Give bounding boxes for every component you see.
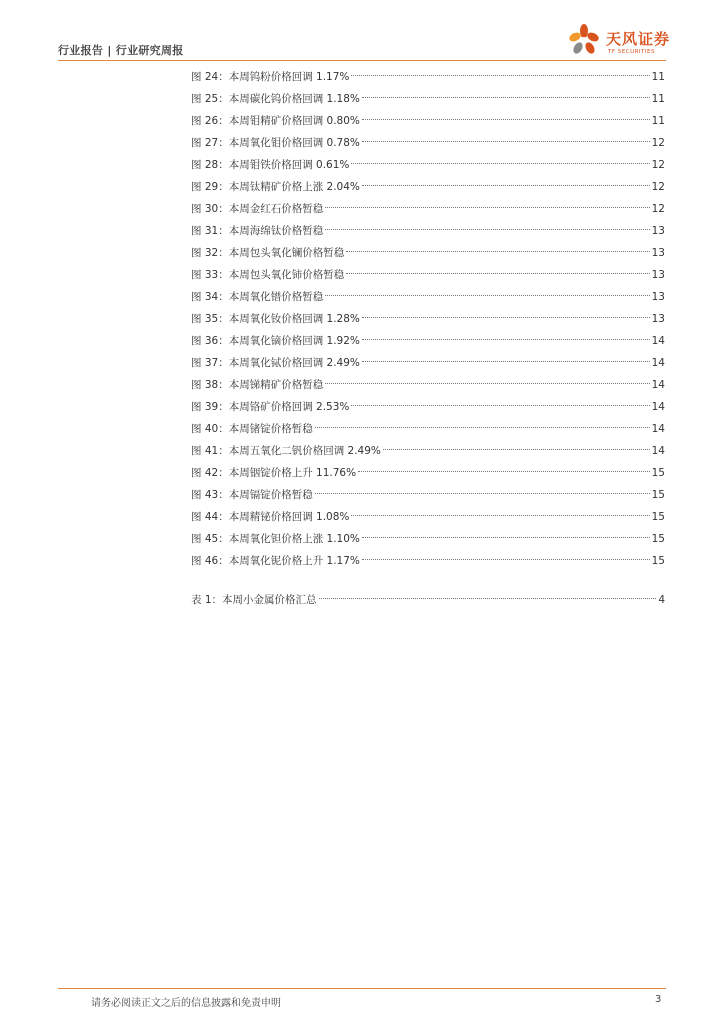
toc-entry-page: 11 [651, 71, 665, 83]
toc-figure-entry[interactable] [191, 154, 665, 176]
toc-dot-leader [319, 598, 657, 599]
toc-figure-entry[interactable] [191, 198, 665, 220]
toc-entry-label: 图 24：本周钨粉价格回调 1.17% [191, 71, 350, 83]
toc-entry-label: 图 41：本周五氧化二钒价格回调 2.49% [191, 445, 381, 457]
toc-entry-label: 图 36：本周氧化镝价格回调 1.92% [191, 335, 360, 347]
toc-entry-page: 15 [651, 555, 665, 567]
toc-entry-page: 13 [651, 225, 665, 237]
toc-entry-label: 图 28：本周钼铁价格回调 0.61% [191, 159, 350, 171]
toc-figure-entry[interactable] [191, 88, 665, 110]
toc-dot-leader [383, 449, 650, 450]
toc-dot-leader [362, 361, 650, 362]
toc-entry-page: 14 [651, 379, 665, 391]
toc-dot-leader [351, 405, 649, 406]
toc-figure-entry[interactable] [191, 528, 665, 550]
toc-entry-label: 表 1：本周小金属价格汇总 [191, 594, 317, 606]
toc-dot-leader [325, 295, 649, 296]
toc-entry-label: 图 29：本周钛精矿价格上涨 2.04% [191, 181, 360, 193]
toc-figure-entry[interactable] [191, 110, 665, 132]
toc-entry-page: 13 [651, 291, 665, 303]
toc-dot-leader [315, 427, 650, 428]
toc-figure-entry[interactable] [191, 264, 665, 286]
toc-entry-page: 14 [651, 401, 665, 413]
toc-entry-label: 图 32：本周包头氧化镧价格暂稳 [191, 247, 345, 259]
toc-dot-leader [362, 537, 650, 538]
toc-entry-label: 图 37：本周氧化铽价格回调 2.49% [191, 357, 360, 369]
toc-figure-entry[interactable] [191, 330, 665, 352]
toc-figure-entry[interactable] [191, 506, 665, 528]
toc-entry-label: 图 39：本周铬矿价格回调 2.53% [191, 401, 350, 413]
toc-dot-leader [346, 273, 649, 274]
toc-dot-leader [325, 229, 649, 230]
toc-dot-leader [362, 317, 650, 318]
toc-figure-entry[interactable] [191, 308, 665, 330]
toc-entry-page: 14 [651, 445, 665, 457]
disclaimer-text: 请务必阅读正文之后的信息披露和免责申明 [91, 998, 281, 1009]
toc-dot-leader [362, 119, 650, 120]
company-logo [566, 22, 676, 58]
logo-company-name-en: TF SECURITIES [608, 49, 655, 55]
toc-entry-page: 11 [651, 93, 665, 105]
toc-entry-page: 12 [651, 137, 665, 149]
toc-figure-entry[interactable] [191, 220, 665, 242]
toc-dot-leader [362, 559, 650, 560]
toc-entry-label: 图 31：本周海绵钛价格暂稳 [191, 225, 324, 237]
toc-dot-leader [325, 207, 649, 208]
toc-dot-leader [351, 75, 649, 76]
footer-divider [58, 988, 666, 989]
toc-entry-label: 图 34：本周氧化镨价格暂稳 [191, 291, 324, 303]
toc-entry-label: 图 35：本周氧化钕价格回调 1.28% [191, 313, 360, 325]
logo-company-name: 天风证券 [606, 30, 671, 48]
toc-entry-label: 图 30：本周金红石价格暂稳 [191, 203, 324, 215]
toc-entry-page: 13 [651, 313, 665, 325]
toc-dot-leader [351, 163, 649, 164]
toc-entry-page: 4 [658, 594, 665, 606]
toc-entry-page: 11 [651, 115, 665, 127]
toc-entry-page: 12 [651, 181, 665, 193]
toc-figure-entry[interactable] [191, 484, 665, 506]
toc-entry-label: 图 27：本周氧化钼价格回调 0.78% [191, 137, 360, 149]
toc-figure-entry[interactable] [191, 66, 665, 88]
header-divider [58, 60, 666, 61]
toc-dot-leader [351, 515, 649, 516]
toc-figure-entry[interactable] [191, 374, 665, 396]
toc-dot-leader [362, 185, 650, 186]
toc-entry-page: 14 [651, 423, 665, 435]
toc-entry-page: 15 [651, 533, 665, 545]
toc-figure-entry[interactable] [191, 242, 665, 264]
toc-entry-page: 13 [651, 269, 665, 281]
toc-entry-page: 15 [651, 489, 665, 501]
toc-dot-leader [346, 251, 649, 252]
toc-entry-page: 13 [651, 247, 665, 259]
toc-entry-label: 图 26：本周钼精矿价格回调 0.80% [191, 115, 360, 127]
toc-entry-page: 12 [651, 203, 665, 215]
toc-figure-entry[interactable] [191, 550, 665, 572]
report-type-label: 行业报告 | 行业研究周报 [58, 44, 184, 57]
toc-entry-page: 14 [651, 357, 665, 369]
toc-entry-label: 图 44：本周精铋价格回调 1.08% [191, 511, 350, 523]
page-number: 3 [655, 994, 662, 1005]
toc-entry-label: 图 38：本周锑精矿价格暂稳 [191, 379, 324, 391]
toc-dot-leader [358, 471, 650, 472]
toc-entry-label: 图 45：本周氧化钽价格上涨 1.10% [191, 533, 360, 545]
toc-figure-entry[interactable] [191, 286, 665, 308]
toc-figure-entry[interactable] [191, 176, 665, 198]
toc-dot-leader [325, 383, 649, 384]
toc-entry-page: 15 [651, 511, 665, 523]
toc-entry-label: 图 42：本周铟锭价格上升 11.76% [191, 467, 357, 479]
toc-entry-label: 图 43：本周镉锭价格暂稳 [191, 489, 313, 501]
toc-entry-page: 14 [651, 335, 665, 347]
toc-figure-entry[interactable] [191, 418, 665, 440]
toc-section-gap [191, 572, 665, 589]
toc-figure-entry[interactable] [191, 132, 665, 154]
toc-entry-page: 12 [651, 159, 665, 171]
toc-dot-leader [362, 141, 650, 142]
toc-figure-entry[interactable] [191, 396, 665, 418]
table-of-contents [191, 66, 665, 611]
flower-logo-icon [566, 22, 602, 58]
toc-figure-entry[interactable] [191, 440, 665, 462]
toc-entry-page: 15 [651, 467, 665, 479]
toc-entry-label: 图 33：本周包头氧化铈价格暂稳 [191, 269, 345, 281]
toc-figure-entry[interactable] [191, 462, 665, 484]
toc-dot-leader [362, 339, 650, 340]
toc-dot-leader [315, 493, 650, 494]
toc-entry-label: 图 25：本周碳化钨价格回调 1.18% [191, 93, 360, 105]
toc-entry-label: 图 40：本周锗锭价格暂稳 [191, 423, 313, 435]
toc-figure-entry[interactable] [191, 352, 665, 374]
toc-dot-leader [362, 97, 650, 98]
toc-entry-label: 图 46：本周氧化铌价格上升 1.17% [191, 555, 360, 567]
toc-table-entry[interactable] [191, 589, 665, 611]
